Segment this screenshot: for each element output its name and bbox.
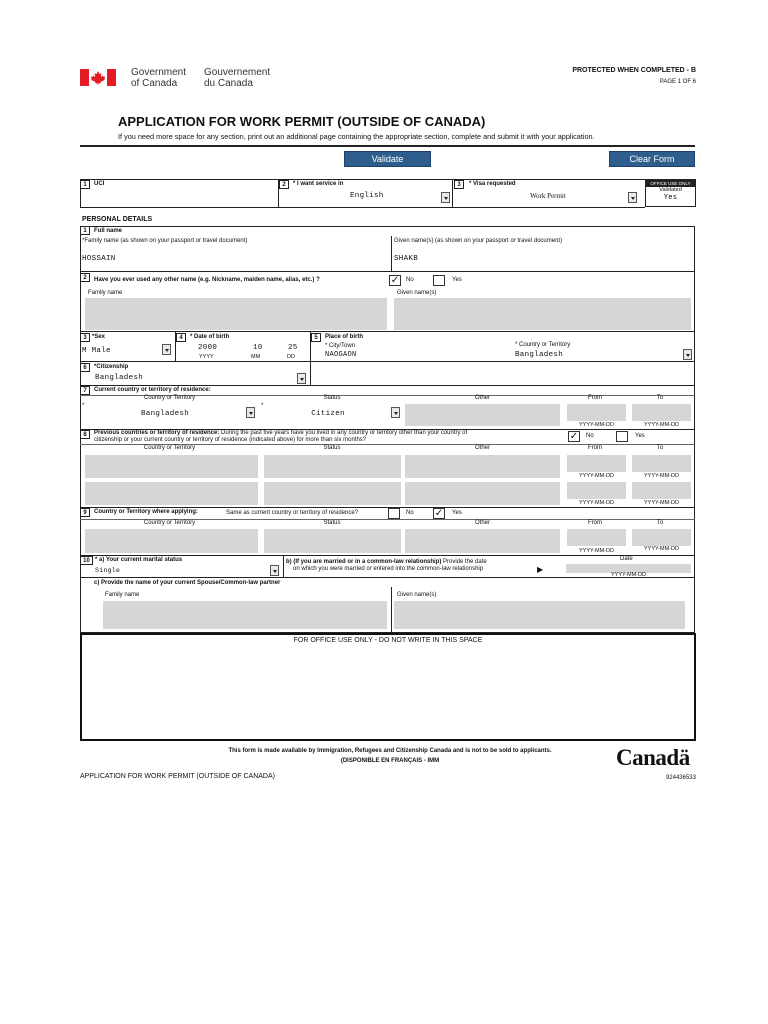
residence-status-select[interactable]: Citizen xyxy=(311,410,345,418)
section-number: 10 xyxy=(80,556,93,565)
prev-other-input-1[interactable] xyxy=(405,455,560,478)
other-family-label: Family name xyxy=(88,290,123,296)
service-dropdown-icon[interactable] xyxy=(441,192,450,203)
protected-label: PROTECTED WHEN COMPLETED - B xyxy=(572,67,696,74)
applying-status-input[interactable] xyxy=(264,529,401,553)
yes-label: Yes xyxy=(635,433,645,439)
footer-french: (DISPONIBLE EN FRANÇAIS - IMM xyxy=(340,758,440,764)
family-name-input[interactable]: HOSSAIN xyxy=(82,255,116,263)
service-select[interactable]: English xyxy=(350,192,384,200)
applying-label: Country or Territory where applying: xyxy=(94,509,198,515)
yes-label: Yes xyxy=(452,277,462,283)
office-use-label: OFFICE USE ONLY xyxy=(646,180,695,187)
country-of-birth-label: * Country or Territory xyxy=(515,342,571,348)
citizenship-label: *Citizenship xyxy=(94,364,129,370)
date-format-hint: YYYY-MM-DD xyxy=(579,473,614,479)
required-star: * xyxy=(82,403,85,409)
other-family-input[interactable] xyxy=(85,298,387,330)
prev-status-input-1[interactable] xyxy=(264,455,401,478)
col-other-header: Other xyxy=(474,520,490,526)
prev-no-checkbox[interactable]: ✓ xyxy=(569,431,579,442)
footer-notice: This form is made available by Immigration, Refugees and Citizenship Canada and is not to be sold to applicants. xyxy=(228,748,552,754)
form-code: 924436533 xyxy=(665,775,696,781)
prev-yes-checkbox[interactable] xyxy=(616,431,628,442)
other-name-question: Have you ever used any other name (e.g. Nickname, maiden name, alias, etc.) ? xyxy=(94,277,320,283)
applying-yes-checkbox[interactable]: ✓ xyxy=(434,508,444,519)
sex-select[interactable]: M Male xyxy=(82,347,111,355)
applying-to-input[interactable] xyxy=(632,529,691,546)
prev-from-input-1[interactable] xyxy=(567,455,626,472)
spouse-given-input[interactable] xyxy=(394,601,685,629)
mm-label: MM xyxy=(251,354,261,360)
col-to-header: To xyxy=(656,520,664,526)
other-name-no-checkbox[interactable]: ✓ xyxy=(390,275,400,286)
full-name-block xyxy=(80,226,695,272)
col-status-header: Status xyxy=(323,520,341,526)
dob-day-input[interactable]: 25 xyxy=(288,344,298,352)
office-use-box xyxy=(645,179,696,207)
prev-question-line1 xyxy=(94,430,467,436)
date-format-hint: YYYY-MM-DD xyxy=(644,422,679,428)
applying-no-checkbox[interactable] xyxy=(388,508,400,519)
applying-country-input[interactable] xyxy=(85,529,258,553)
date-format-hint: YYYY-MM-DD xyxy=(579,422,614,428)
col-to-header: To xyxy=(656,395,664,401)
citizenship-select[interactable]: Bangladesh xyxy=(95,374,144,382)
applying-same-question: Same as current country or territory of residence? xyxy=(226,510,359,516)
date-format-hint: YYYY-MM-DD xyxy=(611,572,646,578)
office-use-area xyxy=(80,633,696,741)
marital-label: * a) Your current marital status xyxy=(95,557,183,563)
prev-status-input-2[interactable] xyxy=(264,482,401,505)
residence-country-dropdown-icon[interactable] xyxy=(246,407,255,418)
spouse-family-label: Family name xyxy=(105,592,140,598)
visa-select[interactable]: Work Permit xyxy=(530,192,566,200)
dob-month-input[interactable]: 10 xyxy=(253,344,263,352)
city-input[interactable]: NAOGAON xyxy=(325,351,357,359)
page-number: PAGE 1 OF 6 xyxy=(659,79,696,85)
form-title: APPLICATION FOR WORK PERMIT (OUTSIDE OF CANADA) xyxy=(118,114,486,129)
marital-dropdown-icon[interactable] xyxy=(270,565,279,576)
col-country-header: Country or Territory xyxy=(143,445,196,451)
gov-fr-line1: Gouvernement xyxy=(204,67,271,78)
other-given-input[interactable] xyxy=(394,298,691,330)
prev-question-line2: citizenship or your current country or territory of residence (indicated above) for more than six months? xyxy=(94,437,367,443)
col-from-header: From xyxy=(588,445,602,451)
yyyy-label: YYYY xyxy=(199,354,214,360)
city-label: * City/Town xyxy=(325,343,356,349)
no-label: No xyxy=(406,510,414,516)
service-label: * I want service in xyxy=(293,181,344,187)
col-status-header: Status xyxy=(323,445,341,451)
gov-en-line2: of Canada xyxy=(131,78,178,89)
prev-from-input-2[interactable] xyxy=(567,482,626,499)
section-number: 5 xyxy=(311,333,321,342)
residence-status-dropdown-icon[interactable] xyxy=(391,407,400,418)
residence-from-input[interactable] xyxy=(567,404,626,421)
married-text: Provide the date xyxy=(441,559,487,565)
gov-en-line1: Government xyxy=(131,67,187,78)
col-country-header: Country or Territory xyxy=(143,520,196,526)
given-name-input[interactable]: SHAKB xyxy=(394,255,419,263)
country-of-birth-select[interactable]: Bangladesh xyxy=(515,351,564,359)
clear-form-button[interactable]: Clear Form xyxy=(609,151,695,167)
date-format-hint: YYYY-MM-DD xyxy=(579,500,614,506)
prev-to-input-2[interactable] xyxy=(632,482,691,499)
spouse-label: c) Provide the name of your current Spouse/Common-law partner xyxy=(94,580,281,586)
residence-other-input[interactable] xyxy=(405,404,560,426)
validated-value: Yes xyxy=(663,194,678,202)
sex-dob-pob-block xyxy=(80,332,695,362)
arrow-right-icon: ▶ xyxy=(537,565,544,574)
marital-select[interactable]: Single xyxy=(95,567,121,574)
section-number: 6 xyxy=(80,363,90,372)
section-number: 3 xyxy=(80,333,90,342)
visa-dropdown-icon[interactable] xyxy=(628,192,637,203)
given-name-label: Given name(s) (as shown on your passport or travel document) xyxy=(394,238,563,244)
col-from-header: From xyxy=(588,395,602,401)
section-number: 1 xyxy=(80,226,90,235)
sex-dropdown-icon[interactable] xyxy=(162,344,171,355)
no-label: No xyxy=(406,277,414,283)
section-number: 4 xyxy=(176,333,186,342)
dob-year-input[interactable]: 2000 xyxy=(198,344,218,352)
gov-fr-line2: du Canada xyxy=(204,78,253,89)
prev-country-input-1[interactable] xyxy=(85,455,258,478)
married-question-line1 xyxy=(286,559,487,565)
married-question-line2: on which you were married or entered into the common-law relationship xyxy=(293,566,484,572)
spouse-family-input[interactable] xyxy=(103,601,387,629)
family-name-label: *Family name (as shown on your passport or travel document) xyxy=(82,238,248,244)
country-of-birth-dropdown-icon[interactable] xyxy=(683,349,692,360)
no-label: No xyxy=(586,433,594,439)
full-name-label: Full name xyxy=(94,228,123,234)
section-number: 7 xyxy=(80,386,90,395)
date-label: Date xyxy=(620,556,633,562)
residence-to-input[interactable] xyxy=(632,404,691,421)
date-format-hint: YYYY-MM-DD xyxy=(644,500,679,506)
validated-label: Validated xyxy=(659,187,682,193)
pob-label: Place of birth xyxy=(325,334,364,340)
date-format-hint: YYYY-MM-DD xyxy=(579,548,614,554)
other-name-yes-checkbox[interactable] xyxy=(433,275,445,286)
col-from-header: From xyxy=(588,520,602,526)
date-format-hint: YYYY-MM-DD xyxy=(644,546,679,552)
canada-wordmark: Canadä xyxy=(616,745,690,770)
col-other-header: Other xyxy=(474,445,490,451)
section-number: 2 xyxy=(80,273,90,282)
residence-label: Current country or territory of residence: xyxy=(94,387,211,393)
other-given-label: Given name(s) xyxy=(397,290,437,296)
col-to-header: To xyxy=(656,445,664,451)
col-country-header: Country or Territory xyxy=(143,395,196,401)
prev-text: During the past five years have you lived in any country or territory other than your country of xyxy=(219,430,468,436)
validate-button[interactable]: Validate xyxy=(344,151,431,167)
prev-country-input-2[interactable] xyxy=(85,482,258,505)
section-number: 3 xyxy=(454,180,464,189)
citizenship-block xyxy=(80,362,695,386)
form-subtitle: If you need more space for any section, print out an additional page containing the appropriate section, complete and submit it with your application. xyxy=(118,132,595,141)
spouse-given-label: Given name(s) xyxy=(397,592,437,598)
section-number: 2 xyxy=(279,180,289,189)
col-other-header: Other xyxy=(474,395,490,401)
applying-other-input[interactable] xyxy=(405,529,560,553)
residence-country-select[interactable]: Bangladesh xyxy=(140,410,189,418)
citizenship-dropdown-icon[interactable] xyxy=(297,373,306,384)
required-star: * xyxy=(261,403,264,409)
visa-label: * Visa requested xyxy=(469,181,516,187)
section-number: 1 xyxy=(80,180,90,189)
prev-other-input-2[interactable] xyxy=(405,482,560,505)
married-label: b) (If you are married or in a common-law relationship) xyxy=(286,559,442,565)
uci-label: UCI xyxy=(94,181,105,187)
canada-flag-icon xyxy=(80,69,116,86)
dob-label: * Date of birth xyxy=(190,334,230,340)
date-format-hint: YYYY-MM-DD xyxy=(644,473,679,479)
dd-label: DD xyxy=(287,354,295,360)
prev-to-input-1[interactable] xyxy=(632,455,691,472)
sex-label: *Sex xyxy=(92,334,106,340)
section-number: 8 xyxy=(80,430,90,439)
yes-label: Yes xyxy=(452,510,462,516)
col-status-header: Status xyxy=(323,395,341,401)
personal-details-heading: PERSONAL DETAILS xyxy=(82,216,153,223)
prev-label: Previous countries or territory of residence: xyxy=(94,430,220,436)
applying-from-input[interactable] xyxy=(567,529,626,546)
office-use-heading: FOR OFFICE USE ONLY - DO NOT WRITE IN THIS SPACE xyxy=(293,637,483,644)
section-number: 9 xyxy=(80,508,90,517)
footer-form-name: APPLICATION FOR WORK PERMIT (OUTSIDE OF CANADA) xyxy=(80,773,275,780)
